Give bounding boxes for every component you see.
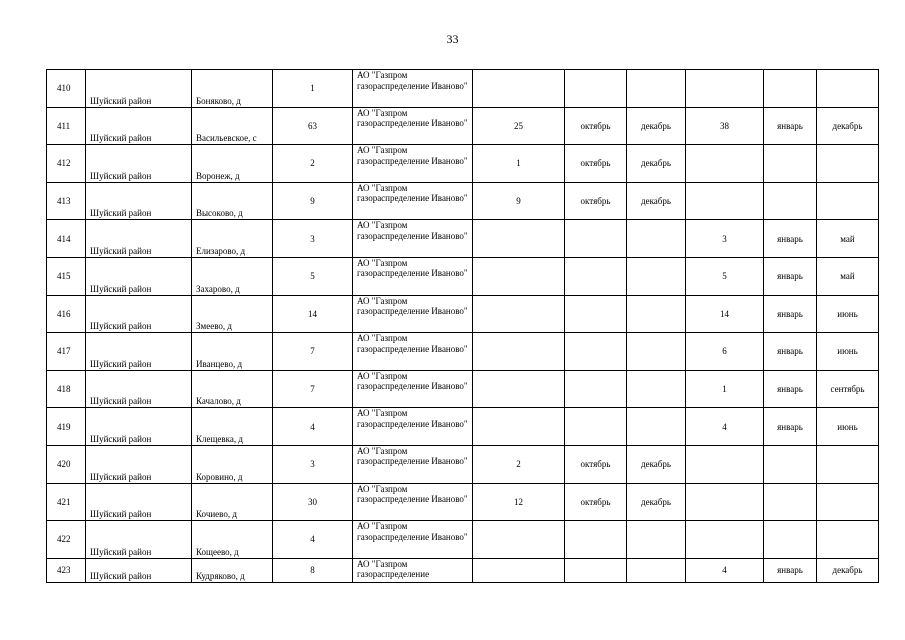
table-row xyxy=(47,408,879,446)
stage1-start-month-cell xyxy=(565,370,627,408)
district-cell: Шуйский район xyxy=(86,145,192,183)
stage2-end-month-cell xyxy=(817,70,879,108)
organization-cell: АО "Газпром газораспределение Иваново" xyxy=(353,107,473,145)
row-number: 419 xyxy=(47,408,86,446)
stage1-start-month-cell xyxy=(565,257,627,295)
quantity-cell: 4 xyxy=(273,408,353,446)
stage1-end-month-cell: декабрь xyxy=(627,107,686,145)
row-number: 420 xyxy=(47,445,86,483)
organization-cell: АО "Газпром газораспределение Иваново" xyxy=(353,257,473,295)
stage1-quantity-cell: 12 xyxy=(473,483,565,521)
district-cell: Шуйский район xyxy=(86,370,192,408)
locality-cell: Кощеево, д xyxy=(192,521,273,559)
stage2-end-month-cell xyxy=(817,145,879,183)
stage1-start-month-cell xyxy=(565,408,627,446)
district-cell: Шуйский район xyxy=(86,333,192,371)
district-cell: Шуйский район xyxy=(86,295,192,333)
quantity-cell: 1 xyxy=(273,70,353,108)
stage2-quantity-cell xyxy=(686,182,764,220)
stage1-quantity-cell: 2 xyxy=(473,445,565,483)
stage2-end-month-cell: июнь xyxy=(817,408,879,446)
stage2-end-month-cell xyxy=(817,521,879,559)
quantity-cell: 4 xyxy=(273,521,353,559)
quantity-cell: 30 xyxy=(273,483,353,521)
row-number: 417 xyxy=(47,333,86,371)
stage2-quantity-cell xyxy=(686,145,764,183)
organization-cell: АО "Газпром газораспределение xyxy=(353,558,473,582)
organization-cell: АО "Газпром газораспределение Иваново" xyxy=(353,220,473,258)
stage1-quantity-cell xyxy=(473,370,565,408)
stage1-start-month-cell: октябрь xyxy=(565,107,627,145)
district-cell: Шуйский район xyxy=(86,257,192,295)
stage1-end-month-cell xyxy=(627,558,686,582)
district-cell: Шуйский район xyxy=(86,521,192,559)
quantity-cell: 9 xyxy=(273,182,353,220)
organization-cell: АО "Газпром газораспределение Иваново" xyxy=(353,408,473,446)
stage1-quantity-cell xyxy=(473,295,565,333)
row-number: 412 xyxy=(47,145,86,183)
table-row xyxy=(47,107,879,145)
organization-cell: АО "Газпром газораспределение Иваново" xyxy=(353,370,473,408)
stage2-quantity-cell: 4 xyxy=(686,558,764,582)
stage2-start-month-cell: январь xyxy=(764,107,817,145)
stage1-quantity-cell xyxy=(473,521,565,559)
row-number: 415 xyxy=(47,257,86,295)
stage1-quantity-cell: 1 xyxy=(473,145,565,183)
stage2-quantity-cell: 3 xyxy=(686,220,764,258)
row-number: 416 xyxy=(47,295,86,333)
table-row xyxy=(47,257,879,295)
locality-cell: Клещевка, д xyxy=(192,408,273,446)
stage1-end-month-cell xyxy=(627,408,686,446)
locality-cell: Змеево, д xyxy=(192,295,273,333)
stage2-end-month-cell: май xyxy=(817,220,879,258)
district-cell: Шуйский район xyxy=(86,70,192,108)
stage2-start-month-cell: январь xyxy=(764,408,817,446)
organization-cell: АО "Газпром газораспределение Иваново" xyxy=(353,182,473,220)
quantity-cell: 2 xyxy=(273,145,353,183)
stage2-quantity-cell: 1 xyxy=(686,370,764,408)
gasification-table xyxy=(46,69,879,583)
district-cell: Шуйский район xyxy=(86,483,192,521)
quantity-cell: 3 xyxy=(273,445,353,483)
stage1-quantity-cell xyxy=(473,558,565,582)
table-row xyxy=(47,521,879,559)
table-row xyxy=(47,483,879,521)
stage1-start-month-cell xyxy=(565,295,627,333)
row-number: 423 xyxy=(47,558,86,582)
stage1-start-month-cell: октябрь xyxy=(565,182,627,220)
locality-cell: Елизарово, д xyxy=(192,220,273,258)
stage1-start-month-cell xyxy=(565,558,627,582)
table-row xyxy=(47,295,879,333)
stage1-end-month-cell xyxy=(627,70,686,108)
stage2-quantity-cell xyxy=(686,70,764,108)
locality-cell: Кудряково, д xyxy=(192,558,273,582)
row-number: 422 xyxy=(47,521,86,559)
stage2-start-month-cell: январь xyxy=(764,370,817,408)
table-row xyxy=(47,333,879,371)
stage2-start-month-cell: январь xyxy=(764,558,817,582)
stage1-end-month-cell xyxy=(627,257,686,295)
stage1-start-month-cell: октябрь xyxy=(565,483,627,521)
stage2-start-month-cell xyxy=(764,182,817,220)
quantity-cell: 14 xyxy=(273,295,353,333)
quantity-cell: 7 xyxy=(273,370,353,408)
stage2-quantity-cell: 14 xyxy=(686,295,764,333)
stage2-end-month-cell: сентябрь xyxy=(817,370,879,408)
table-row xyxy=(47,445,879,483)
stage2-quantity-cell: 6 xyxy=(686,333,764,371)
stage1-quantity-cell xyxy=(473,408,565,446)
district-cell: Шуйский район xyxy=(86,445,192,483)
stage1-start-month-cell xyxy=(565,70,627,108)
stage2-end-month-cell xyxy=(817,445,879,483)
stage2-quantity-cell: 4 xyxy=(686,408,764,446)
row-number: 421 xyxy=(47,483,86,521)
district-cell: Шуйский район xyxy=(86,408,192,446)
stage1-quantity-cell xyxy=(473,70,565,108)
organization-cell: АО "Газпром газораспределение Иваново" xyxy=(353,521,473,559)
district-cell: Шуйский район xyxy=(86,182,192,220)
stage2-end-month-cell: май xyxy=(817,257,879,295)
stage1-end-month-cell: декабрь xyxy=(627,445,686,483)
table-row xyxy=(47,370,879,408)
locality-cell: Воронеж, д xyxy=(192,145,273,183)
page-number: 33 xyxy=(446,32,459,46)
stage1-start-month-cell xyxy=(565,333,627,371)
quantity-cell: 5 xyxy=(273,257,353,295)
stage2-start-month-cell xyxy=(764,483,817,521)
stage2-end-month-cell: июнь xyxy=(817,295,879,333)
stage2-quantity-cell xyxy=(686,445,764,483)
district-cell: Шуйский район xyxy=(86,558,192,582)
locality-cell: Коровино, д xyxy=(192,445,273,483)
stage1-end-month-cell xyxy=(627,295,686,333)
stage2-quantity-cell xyxy=(686,483,764,521)
stage1-end-month-cell xyxy=(627,370,686,408)
locality-cell: Васильевское, с xyxy=(192,107,273,145)
organization-cell: АО "Газпром газораспределение Иваново" xyxy=(353,333,473,371)
row-number: 411 xyxy=(47,107,86,145)
stage2-start-month-cell: январь xyxy=(764,257,817,295)
quantity-cell: 8 xyxy=(273,558,353,582)
stage1-quantity-cell: 25 xyxy=(473,107,565,145)
row-number: 410 xyxy=(47,70,86,108)
stage2-start-month-cell: январь xyxy=(764,333,817,371)
stage1-end-month-cell xyxy=(627,333,686,371)
stage2-end-month-cell: декабрь xyxy=(817,107,879,145)
stage2-quantity-cell xyxy=(686,521,764,559)
stage2-start-month-cell: январь xyxy=(764,295,817,333)
quantity-cell: 63 xyxy=(273,107,353,145)
stage1-start-month-cell: октябрь xyxy=(565,445,627,483)
stage1-end-month-cell: декабрь xyxy=(627,145,686,183)
row-number: 413 xyxy=(47,182,86,220)
stage2-end-month-cell: декабрь xyxy=(817,558,879,582)
stage2-start-month-cell xyxy=(764,145,817,183)
organization-cell: АО "Газпром газораспределение Иваново" xyxy=(353,295,473,333)
stage1-end-month-cell: декабрь xyxy=(627,182,686,220)
stage1-end-month-cell xyxy=(627,220,686,258)
stage1-start-month-cell xyxy=(565,220,627,258)
table-row xyxy=(47,182,879,220)
stage2-start-month-cell xyxy=(764,70,817,108)
quantity-cell: 7 xyxy=(273,333,353,371)
district-cell: Шуйский район xyxy=(86,107,192,145)
locality-cell: Иванцево, д xyxy=(192,333,273,371)
stage1-start-month-cell xyxy=(565,521,627,559)
locality-cell: Боняково, д xyxy=(192,70,273,108)
organization-cell: АО "Газпром газораспределение Иваново" xyxy=(353,483,473,521)
table-row xyxy=(47,220,879,258)
organization-cell: АО "Газпром газораспределение Иваново" xyxy=(353,445,473,483)
table-row xyxy=(47,558,879,582)
stage1-quantity-cell: 9 xyxy=(473,182,565,220)
stage2-quantity-cell: 5 xyxy=(686,257,764,295)
stage1-quantity-cell xyxy=(473,220,565,258)
stage2-end-month-cell xyxy=(817,483,879,521)
stage2-start-month-cell: январь xyxy=(764,220,817,258)
table-row xyxy=(47,70,879,108)
table-row xyxy=(47,145,879,183)
stage1-end-month-cell xyxy=(627,521,686,559)
locality-cell: Кочиево, д xyxy=(192,483,273,521)
stage1-quantity-cell xyxy=(473,257,565,295)
locality-cell: Захарово, д xyxy=(192,257,273,295)
stage2-end-month-cell: июнь xyxy=(817,333,879,371)
organization-cell: АО "Газпром газораспределение Иваново" xyxy=(353,70,473,108)
stage1-end-month-cell: декабрь xyxy=(627,483,686,521)
stage2-start-month-cell xyxy=(764,521,817,559)
quantity-cell: 3 xyxy=(273,220,353,258)
locality-cell: Качалово, д xyxy=(192,370,273,408)
stage1-start-month-cell: октябрь xyxy=(565,145,627,183)
district-cell: Шуйский район xyxy=(86,220,192,258)
row-number: 414 xyxy=(47,220,86,258)
stage2-start-month-cell xyxy=(764,445,817,483)
locality-cell: Высоково, д xyxy=(192,182,273,220)
stage2-quantity-cell: 38 xyxy=(686,107,764,145)
organization-cell: АО "Газпром газораспределение Иваново" xyxy=(353,145,473,183)
stage1-quantity-cell xyxy=(473,333,565,371)
row-number: 418 xyxy=(47,370,86,408)
table-body xyxy=(47,70,879,583)
stage2-end-month-cell xyxy=(817,182,879,220)
